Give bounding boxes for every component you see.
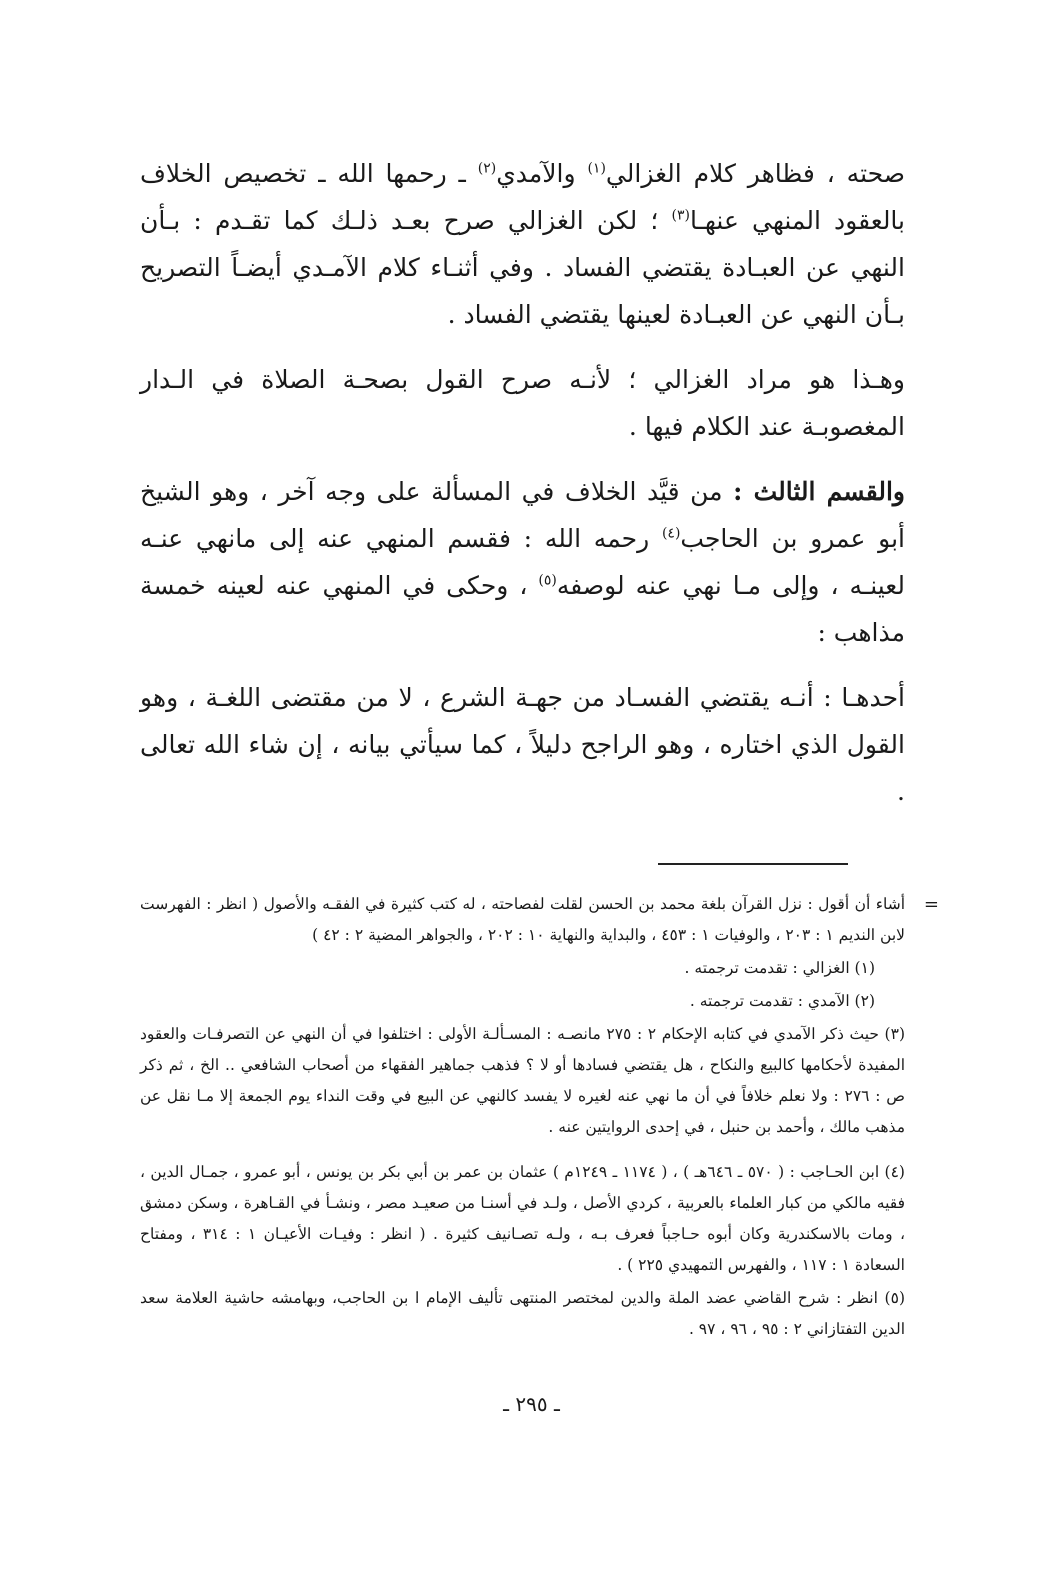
footnote-1: (١) الغزالي : تقدمت ترجمته . [684,959,875,977]
footnote-3: (٣) حيث ذكر الآمدي في كتابه الإحكام ٢ : ٢٧٥ مانصـه : المسـألـة الأولى : اختلفوا في أن النهي عن التصرفـات والعقود المفيدة لأحكامها كالبيع والنكاح ، هل يقتضي فسادها أو لا ؟ فذهب جماهير الفقهاء من أصحاب الشافعي .. الخ ، ثم ذكر ص : ٢٧٦ : ولا نعلم خلافاً في أن ما نهي عنه لغيره لا يفسد كالنهي عن البيع في وقت النداء يوم الجمعة إلا مـا نقل عن مذهب مالك ، وأحمد بن حنبل ، في إحدى الروايتين عنه . [140,1025,905,1136]
paragraph-4: أحدهـا : أنـه يقتضي الفسـاد من جهـة الشرع ، لا من مقتضى اللغـة ، وهو القول الذي اختاره ، وهو الراجح دليلاً ، كما سيأتي بيانه ، إن شاء الله تعالى . [140,683,905,806]
footnote-2: (٢) الآمدي : تقدمت ترجمته . [689,992,875,1010]
footnote-text: أشاء أن أقول : نزل القرآن بلغة محمد بن الحسن لقلت لفصاحته ، له كتب كثيرة في الفقـه والأصول ( انظر : الفهرست لابن النديم ١ : ٢٠٣ ، والوفيات ١ : ٤٥٣ ، والبداية والنهاية ١٠ : ٢٠٢ ، والجواهر المضية ٢ : ٤٢ ) [140,895,905,944]
footnote-continuation [140,889,939,951]
text-run: ـ رحمها الله ـ تخصيص الخلاف بالعقود المنهي عنهـا [140,159,906,235]
footnote-ref-4[interactable]: (٤) [661,525,681,542]
footnote-separator [658,863,848,865]
text-run: رحمه الله : فقسم المنهي عنه إلى مانهي عنـه لعينـه ، وإلى مـا نهي عنه لوصفه [140,524,905,600]
footnote-separator-wrap [140,833,905,889]
footnote-ref-2[interactable]: (٢) [477,160,497,177]
text-run: ؛ لكن الغزالي صرح بعـد ذلـك كما تقـدم : بـأن النهي عن العبـادة يقتضي الفساد . وفي أثنـاء كلام الآمـدي أيضـاً التصريح بـأن النهي عن العبـادة لعينها يقتضي الفساد . [140,206,905,329]
footnote-ref-5[interactable]: (٥) [538,572,557,589]
text-run: صحته ، فظاهر كلام الغزالي [605,159,905,188]
page-number: ـ ٢٩٥ ـ [503,1392,560,1416]
text-run: من قيَّد الخلاف في المسألة على وجه آخر ، وهو الشيخ أبو عمرو بن الحاجب [140,477,905,553]
continuation-marker: = [923,894,939,915]
footnote-ref-1[interactable]: (١) [587,160,606,177]
footnote-5: (٥) انظر : شرح القاضي عضد الملة والدين لمختصر المنتهى تأليف الإمام ا بن الحاجب، وبهامشه حاشية العلامة سعد الدين التفتازاني ٢ : ٩٥ ، ٩٦ ، ٩٧ . [140,1289,905,1338]
section-heading: والقسم الثالث : [733,477,905,506]
paragraph-2: وهـذا هو مراد الغزالي ؛ لأنـه صرح القول بصحـة الصلاة في الـدار المغصوبـة عند الكلام فيها . [140,365,905,441]
paragraph-1 [140,150,905,338]
text-run: ، وحكى في المنهي عنه لعينه خمسة مذاهب : [140,571,905,647]
main-text [140,150,905,815]
footnotes [140,889,939,1345]
page-body [140,150,939,1347]
footnote-4: (٤) ابن الحـاجب : ( ٥٧٠ ـ ٦٤٦هـ ) ، ( ١١٧٤ ـ ١٢٤٩م ) عثمان بن عمر بن أبي بكر بن يونس ، أبو عمرو ، جمـال الدين ، فقيه مالكي من كبار العلماء بالعربية ، كردي الأصل ، ولـد في أسنـا من صعيـد مصر ، ونشـأ في القـاهرة ، وسكن دمشق ، ومات بالاسكندرية وكان أبوه حـاجباً فعرف بـه ، ولـه تصـانيف كثيرة . ( انظر : وفيـات الأعيـان ١ : ٣١٤ ، ومفتاح السعادة ١ : ١١٧ ، والفهرس التمهيدي ٢٢٥ ) . [140,1163,906,1274]
paragraph-3 [140,468,905,656]
footnote-ref-3[interactable]: (٣) [671,207,690,224]
text-run: والآمدي [496,159,588,188]
